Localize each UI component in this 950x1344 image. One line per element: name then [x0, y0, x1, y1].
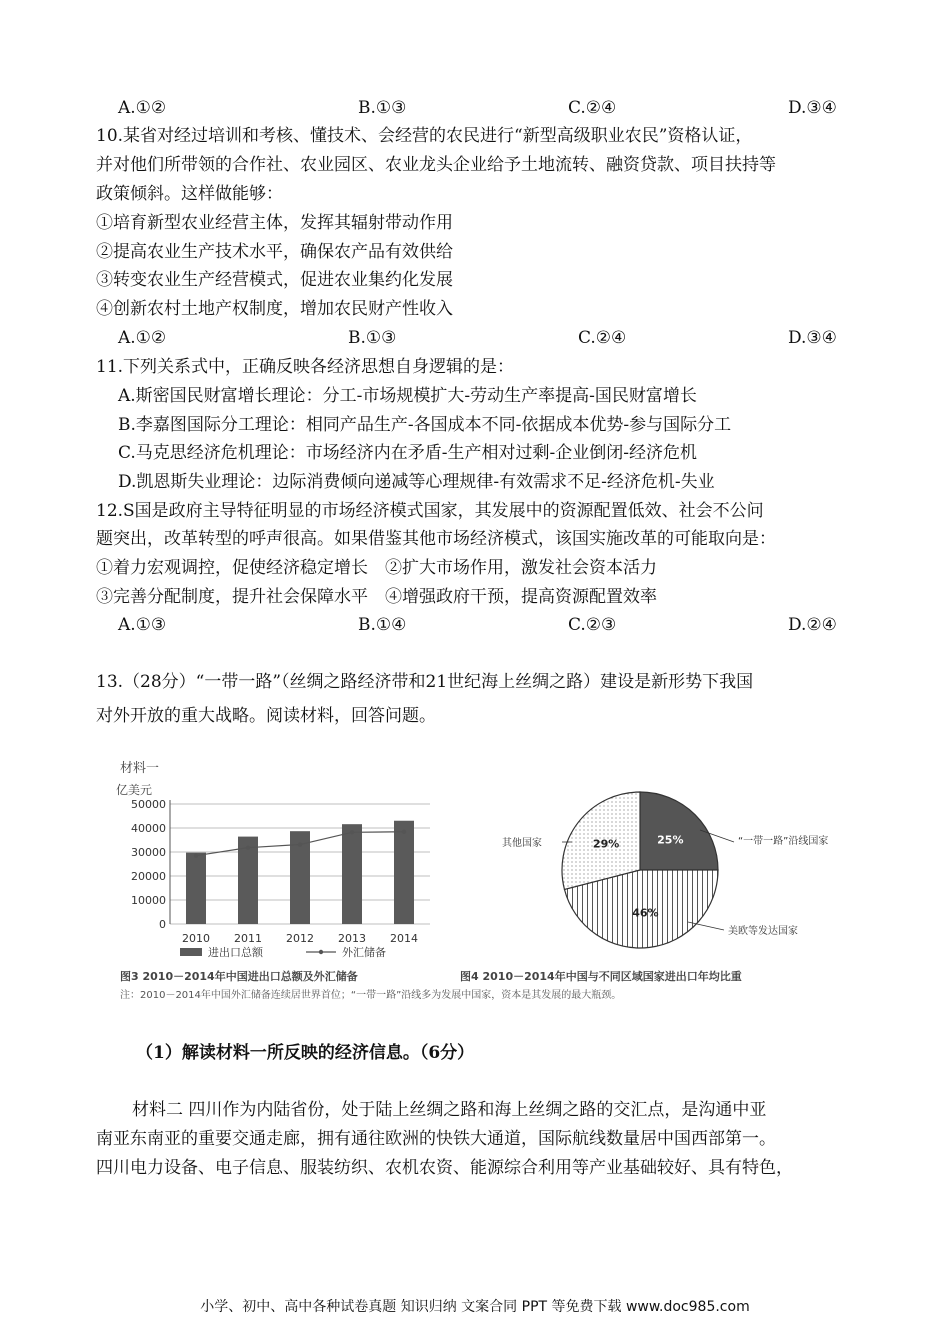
pie-label-developed: 美欧等发达国家	[728, 926, 798, 937]
y-tick-label: 30000	[131, 846, 166, 859]
pie-label-other: 其他国家	[502, 838, 542, 849]
reserve-point	[350, 830, 354, 834]
legend-bar-swatch	[180, 948, 202, 956]
pie-value-label: 29%	[592, 837, 620, 851]
q12-option-c: C.②③	[568, 615, 617, 635]
reserve-point	[402, 830, 406, 834]
page-footer: 小学、初中、高中各种试卷真题 知识归纳 文案合同 PPT 等免费下载 www.doc985.com	[200, 1299, 750, 1315]
q12-stem-line-2: 题突出，改革转型的呼声很高。如果借鉴其他市场经济模式，该国实施改革的可能取向是：	[96, 529, 776, 549]
y-tick-label: 10000	[131, 894, 166, 907]
x-tick-label: 2012	[286, 932, 314, 945]
q10-stem-line-3: 政策倾斜。这样做能够：	[96, 184, 283, 204]
q10-stem-line-2: 并对他们所带领的合作社、农业园区、农业龙头企业给予土地流转、融资贷款、项目扶持等	[96, 155, 776, 175]
pie-chart	[502, 792, 828, 948]
material-one-figure	[110, 752, 850, 1008]
x-tick-label: 2011	[234, 932, 262, 945]
material-two-line-3: 四川电力设备、电子信息、服装纺织、农机农资、能源综合利用等产业基础较好、具有特色，	[96, 1158, 793, 1178]
figure3-caption: 图3 2010－2014年中国进出口总额及外汇储备	[120, 970, 358, 983]
bar-chart	[131, 798, 430, 959]
y-tick-label: 40000	[131, 822, 166, 835]
q12-items-line-1: ①着力宏观调控，促使经济稳定增长 ②扩大市场作用，激发社会资本活力	[96, 558, 657, 578]
q12-option-b: B.①④	[358, 615, 407, 635]
q10-option-a: A.①②	[118, 328, 167, 348]
legend-line-marker	[319, 950, 323, 954]
q9-option-d: D.③④	[788, 98, 837, 118]
pie-value-label: 25%	[657, 833, 684, 847]
legend-line-label: 外汇储备	[342, 946, 386, 959]
q13-subquestion-1: （1）解读材料一所反映的经济信息。（6分）	[136, 1043, 475, 1063]
material-two-line-1: 材料二 四川作为内陆省份，处于陆上丝绸之路和海上丝绸之路的交汇点，是沟通中亚	[132, 1100, 767, 1120]
q12-option-a: A.①③	[118, 615, 167, 635]
material-two-line-2: 南亚东南亚的重要交通走廊，拥有通往欧洲的快铁大通道，国际航线数量居中国西部第一。	[96, 1129, 776, 1149]
legend-bar-label: 进出口总额	[208, 946, 263, 959]
x-tick-label: 2013	[338, 932, 366, 945]
pie-slice-0	[640, 792, 718, 870]
q10-option-d: D.③④	[788, 328, 837, 348]
reserve-point	[298, 842, 302, 846]
figure4-caption: 图4 2010－2014年中国与不同区域国家进出口年均比重	[460, 970, 742, 983]
pie-value-label: 46%	[632, 906, 659, 920]
q9-option-a: A.①②	[118, 98, 167, 118]
q11-option-a: A.斯密国民财富增长理论：分工-市场规模扩大-劳动生产率提高-国民财富增长	[118, 386, 697, 406]
q12-stem-line-1: 12.S国是政府主导特征明显的市场经济模式国家，其发展中的资源配置低效、社会不公问	[96, 501, 764, 521]
q10-item-2: ②提高农业生产技术水平，确保农产品有效供给	[96, 242, 453, 262]
bar-2014	[394, 821, 414, 924]
q12-items-line-2: ③完善分配制度，提升社会保障水平 ④增强政府干预，提高资源配置效率	[96, 587, 657, 607]
q11-option-b: B.李嘉图国际分工理论：相同产品生产-各国成本不同-依据成本优势-参与国际分工	[118, 415, 732, 435]
q10-stem-line-1: 10.某省对经过培训和考核、懂技术、会经营的农民进行“新型高级职业农民”资格认证，	[96, 126, 753, 146]
q9-option-c: C.②④	[568, 98, 617, 118]
y-tick-label: 50000	[131, 798, 166, 811]
q10-item-3: ③转变农业生产经营模式，促进农业集约化发展	[96, 270, 453, 290]
y-tick-label: 20000	[131, 870, 166, 883]
q10-item-4: ④创新农村土地产权制度，增加农民财产性收入	[96, 299, 453, 319]
y-tick-label: 0	[159, 918, 166, 931]
reserve-point	[194, 853, 198, 857]
q11-option-d: D.凯恩斯失业理论：边际消费倾向递减等心理规律-有效需求不足-经济危机-失业	[118, 472, 715, 492]
q13-stem-line-2: 对外开放的重大战略。阅读材料，回答问题。	[96, 706, 436, 726]
x-tick-label: 2014	[390, 932, 418, 945]
q11-option-c: C.马克思经济危机理论：市场经济内在矛盾-生产相对过剩-企业倒闭-经济危机	[118, 443, 698, 463]
q10-option-b: B.①③	[348, 328, 397, 348]
bar-2013	[342, 824, 362, 924]
material-one-label: 材料一	[120, 761, 160, 776]
q10-option-c: C.②④	[578, 328, 627, 348]
pie-label-belt-road: “一带一路”沿线国家	[738, 836, 829, 847]
q10-item-1: ①培育新型农业经营主体，发挥其辐射带动作用	[96, 213, 453, 233]
q13-stem-line-1: 13.（28分）“一带一路”（丝绸之路经济带和21世纪海上丝绸之路）建设是新形势下我国	[96, 672, 754, 692]
q12-option-d: D.②④	[788, 615, 837, 635]
x-tick-label: 2010	[182, 932, 210, 945]
chart-y-unit: 亿美元	[116, 783, 153, 797]
bar-2010	[186, 853, 206, 924]
reserve-point	[246, 845, 250, 849]
figure-note: 注：2010－2014年中国外汇储备连续居世界首位；“一带一路”沿线多为发展中国家，资本是其发展的最大瓶颈。	[120, 990, 622, 1001]
q9-option-b: B.①③	[358, 98, 407, 118]
q11-stem: 11.下列关系式中，正确反映各经济思想自身逻辑的是：	[96, 357, 515, 377]
